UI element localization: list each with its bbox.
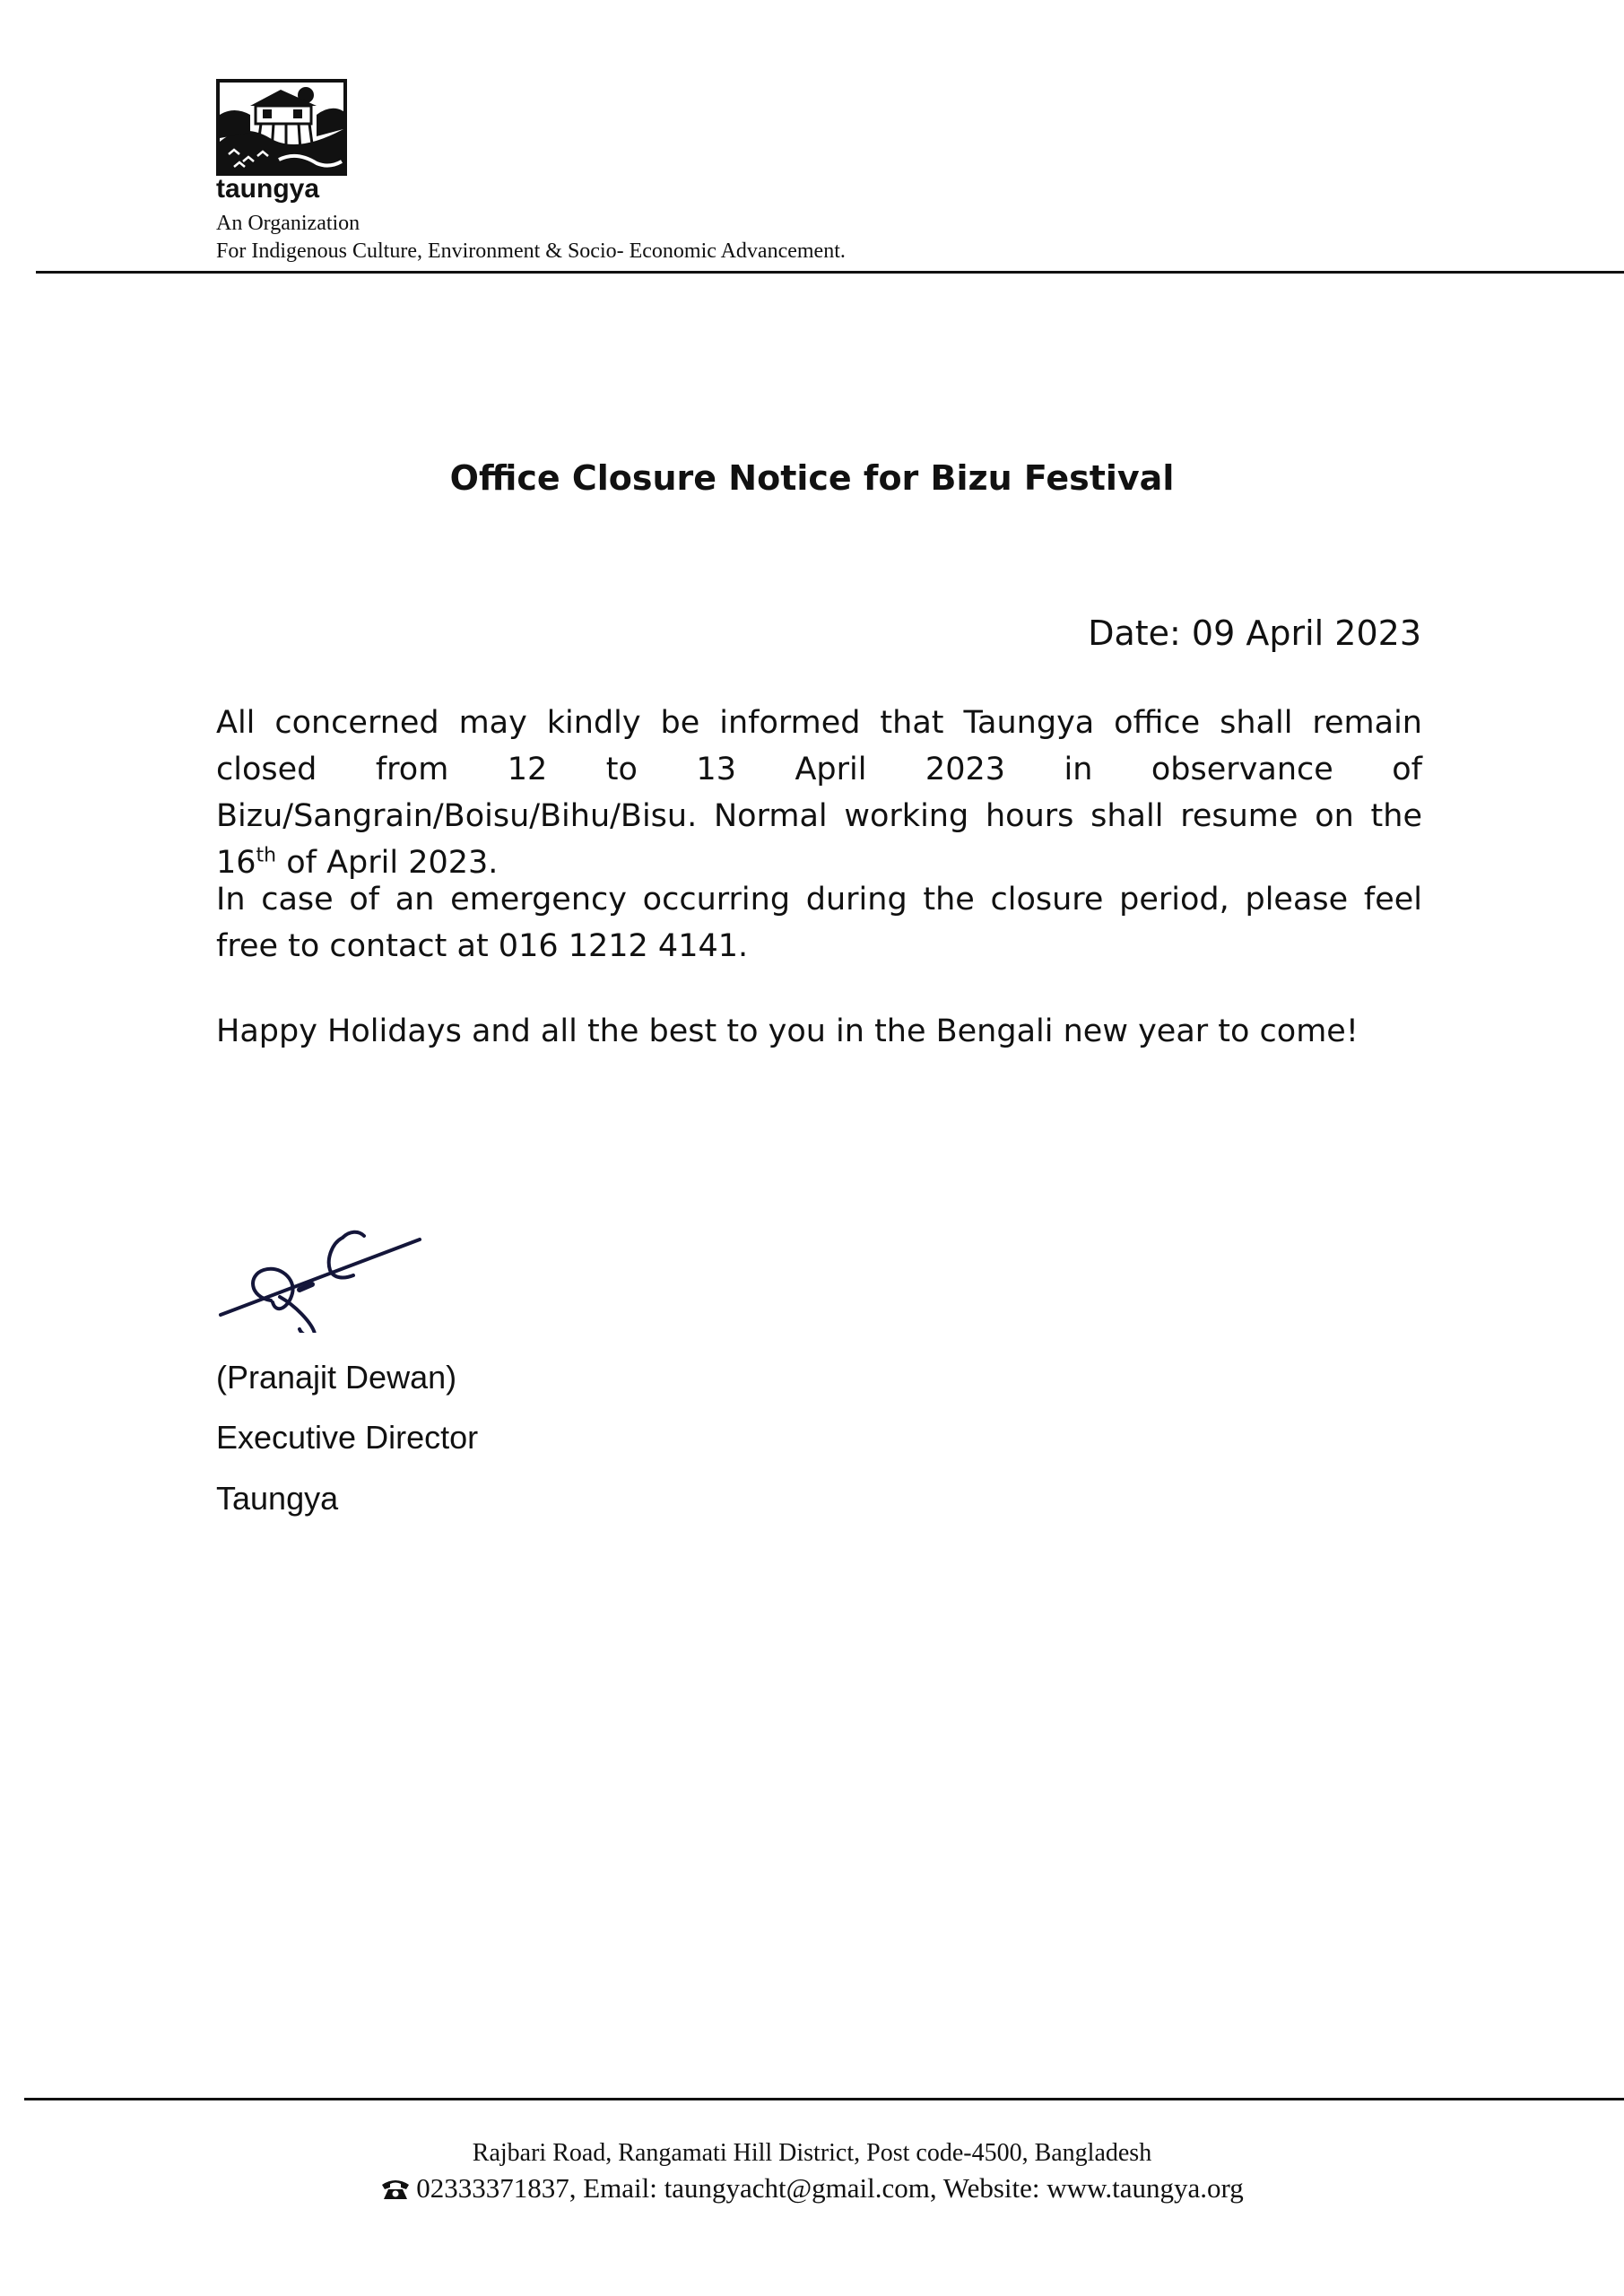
footer-address: Rajbari Road, Rangamati Hill District, Post code-4500, Bangladesh	[472, 2139, 1152, 2167]
footer-divider	[24, 2098, 1624, 2100]
footer-contact-line	[0, 2171, 1624, 2209]
taungya-logo-icon	[216, 79, 347, 176]
org-name: taungya	[216, 174, 320, 204]
telephone-icon	[380, 2175, 411, 2209]
notice-title: Office Closure Notice for Bizu Festival	[449, 458, 1175, 498]
notice-paragraph-greeting: Happy Holidays and all the best to you in the Bengali new year to come!	[216, 1013, 1359, 1049]
closure-text-end: of April 2023.	[276, 845, 499, 881]
signature-icon	[213, 1207, 429, 1333]
signatory-name: (Pranajit Dewan)	[216, 1359, 457, 1396]
org-tagline-line-2: For Indigenous Culture, Environment & Socio- Economic Advancement.	[216, 239, 846, 263]
header-divider	[36, 271, 1624, 274]
signatory-title: Executive Director	[216, 1419, 479, 1456]
notice-paragraph-closure	[216, 700, 1422, 886]
notice-paragraph-emergency: In case of an emergency occurring during the closure period, please feel free to contact at 016 1212 4141.	[216, 882, 1422, 964]
org-tagline-line-1: An Organization	[216, 212, 360, 235]
signatory-organization: Taungya	[216, 1480, 339, 1517]
footer-contact-text: 02333371837, Email: taungyacht@gmail.com, Website: www.taungya.org	[416, 2172, 1244, 2204]
ordinal-suffix: th	[256, 844, 277, 867]
notice-date: Date: 09 April 2023	[1088, 613, 1421, 653]
closure-text: All concerned may kindly be informed that Taungya office shall remain closed from 12 to 13 April 2023 in observance of Bizu/Sangrain/Boisu/Bihu/Bisu. Normal working hours shall resume on the 16	[216, 705, 1422, 881]
